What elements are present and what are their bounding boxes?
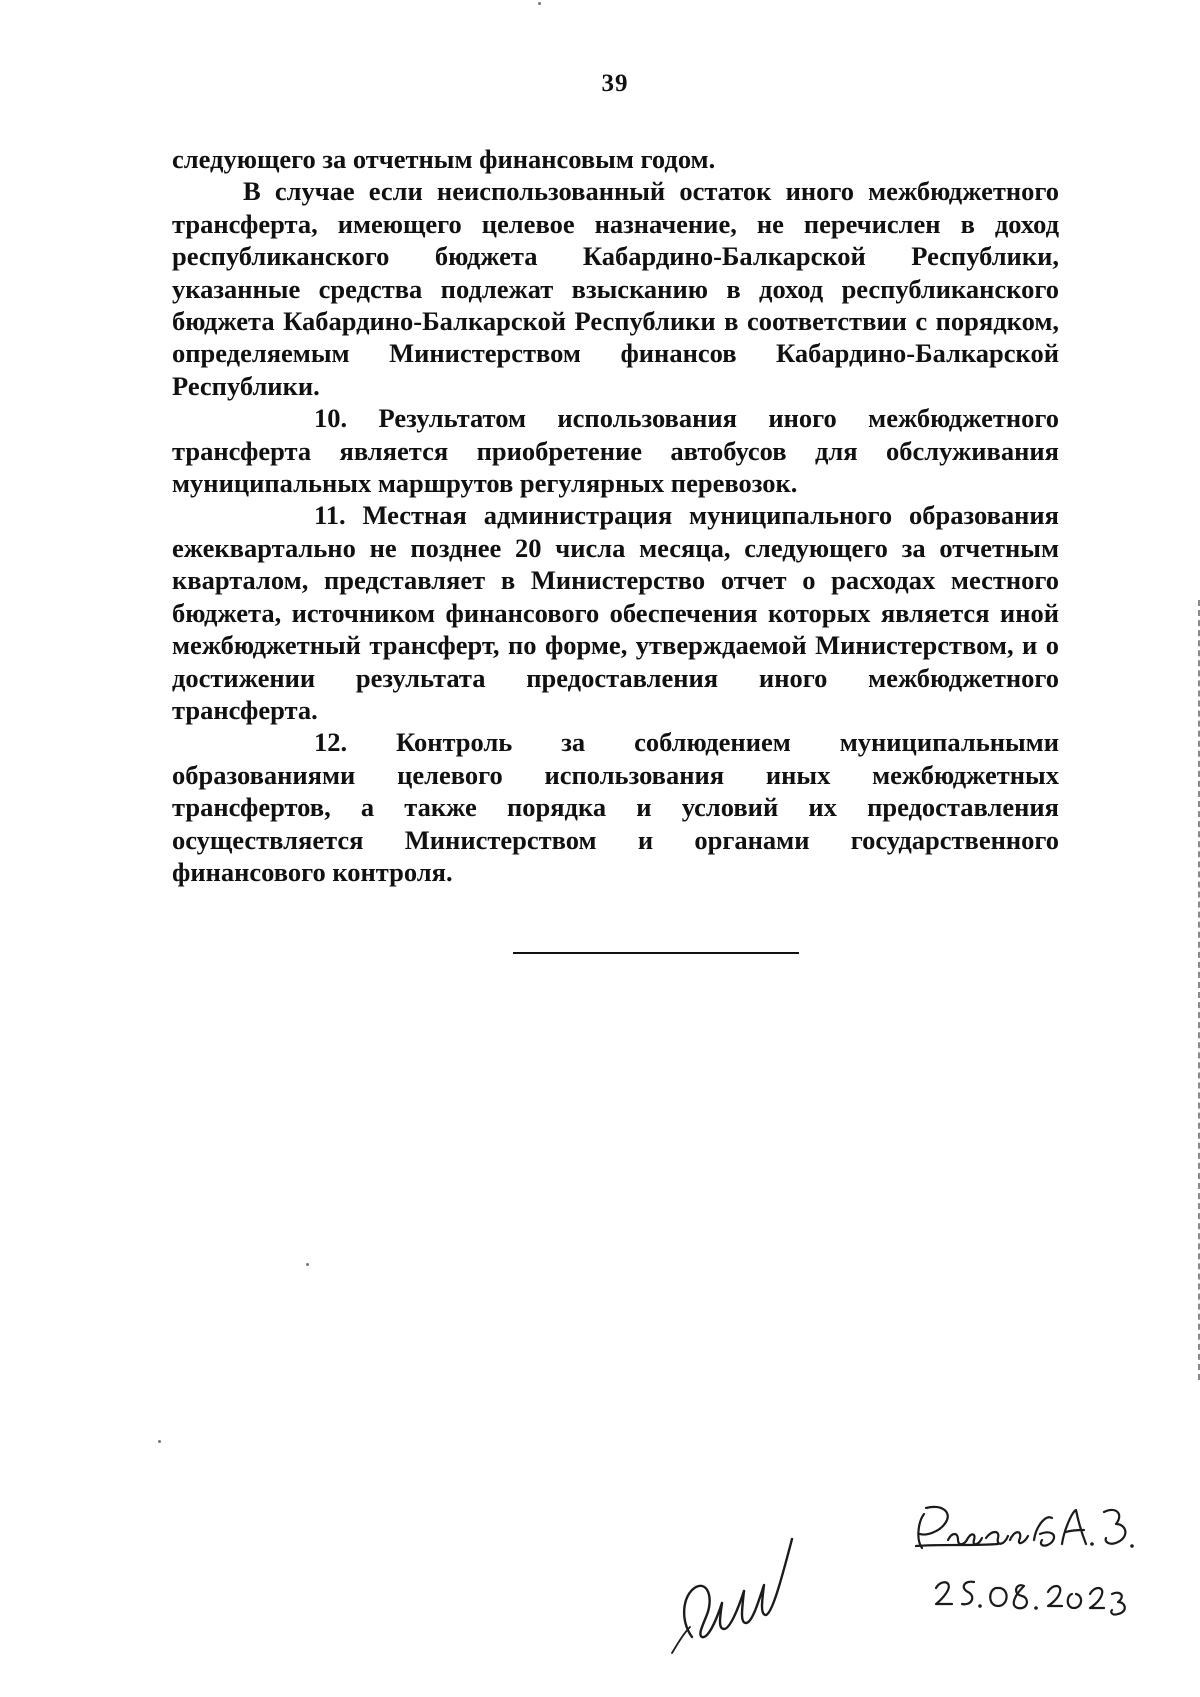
page-number: 39 — [601, 70, 629, 97]
scan-speck — [158, 1440, 161, 1443]
handwritten-date — [930, 1566, 1130, 1626]
scan-edge-artifact — [1196, 600, 1200, 1380]
scan-speck — [306, 1263, 309, 1266]
paragraph-11 — [172, 499, 1059, 726]
paragraph-12 — [172, 726, 1059, 888]
paragraph-12-number: 12. — [314, 727, 348, 758]
paragraph-12-text: Контроль за соблюдением муниципальными образованиями целевого использования иных межбюджетных трансфертов, а также порядка и условий их предоставления осуществляется Министерством и органами государственного финансового контроля. — [172, 727, 1059, 887]
paragraph-10 — [172, 402, 1059, 499]
paragraph-refund-clause: В случае если неиспользованный остаток иного межбюджетного трансферта, имеющего целевое назначение, не перечислен в доход республиканского бюджета Кабардино-Балкарской Республики, указанные средства подлежат взысканию в доход республиканского бюджета Кабардино-Балкарской Республики в соответствии с порядком, определяемым Министерством финансов Кабардино-Балкарской Республики. — [172, 176, 1059, 401]
paragraph-11-number: 11. — [314, 500, 346, 531]
paragraph-11-text: Местная администрация муниципального образования ежеквартально не позднее 20 числа месяца, следующего за отчетным кварталом, представляет в Министерство отчет о расходах местного бюджета, источником финансового обеспечения которых является иной межбюджетный трансферт, по форме, утверждаемой Министерством, и о достижении результата предоставления иного межбюджетного трансферта. — [172, 500, 1059, 725]
paragraph-continuation: следующего за отчетным финансовым годом. — [172, 144, 716, 174]
paragraph-10-number: 10. — [314, 403, 348, 434]
handwritten-name — [912, 1500, 1172, 1570]
scan-speck — [538, 2, 541, 5]
handwritten-initials-signature — [662, 1525, 822, 1655]
end-divider-line — [513, 952, 799, 954]
document-body — [172, 143, 1059, 888]
paragraph-10-text: Результатом использования иного межбюджетного трансферта является приобретение автобусов для обслуживания муниципальных маршрутов регулярных перевозок. — [172, 403, 1060, 499]
